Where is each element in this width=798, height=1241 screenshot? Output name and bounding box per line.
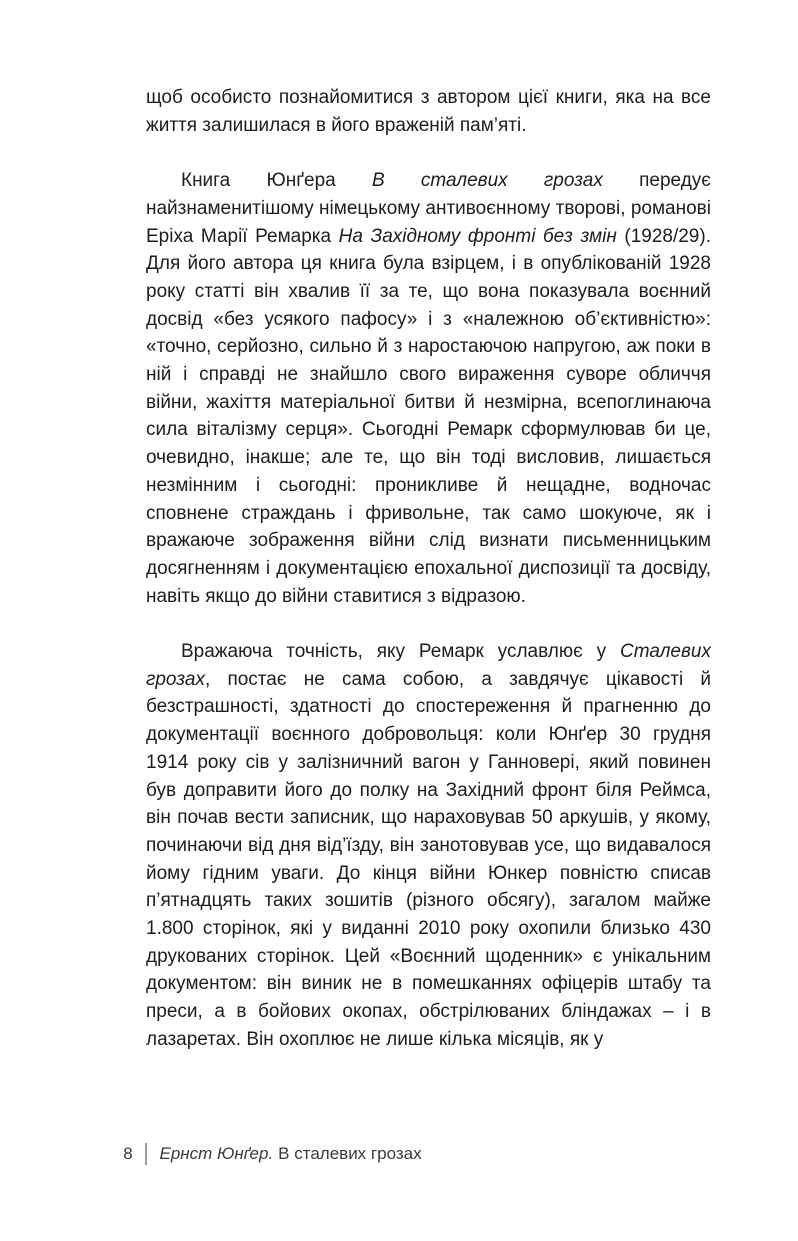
footer-divider bbox=[145, 1143, 147, 1165]
paragraph-text: Вражаюча точність, яку Ремарк уславлює у bbox=[181, 641, 621, 663]
paragraph-text: Книга Юнґера bbox=[181, 170, 372, 192]
book-title-italic: На Західному фронті без змін bbox=[338, 225, 617, 247]
footer-author: Ернст Юнґер. bbox=[159, 1144, 274, 1163]
paragraph-text: передує найзнаменитішому німецькому антивоєнному творові, романові Еріха Марії Ремарка bbox=[146, 170, 711, 247]
book-title-italic: Сталевих грозах bbox=[146, 641, 711, 690]
paragraph-continuation bbox=[146, 84, 711, 139]
paragraph-text: щоб особисто познайомитися з автором цієї книги, яка на все життя залишилася в його враженій пам’яті. bbox=[146, 87, 711, 136]
page-number: 8 bbox=[123, 1144, 133, 1163]
page-footer bbox=[121, 1141, 422, 1167]
paragraph bbox=[146, 638, 711, 1054]
page-body-text bbox=[146, 84, 711, 1054]
paragraph-text: , постає не сама собою, а завдячує цікавості й безстрашності, здатності до спостереження й прагненню до документації воєнного добровольця: коли Юнґер 30 грудня 1914 року сів у залізничний вагон у Ганновері, який повинен був доправити його до полку на Західний фронт біля Реймса, він почав вести записник, що нараховував 50 аркушів, у якому, починаючи від дня від’їзду, він занотовував усе, що видавалося йому гідним уваги. До кінця війни Юнкер повністю списав п’ятнадцять таких зошитів (різного обсягу), загалом майже 1.800 сторінок, які у виданні 2010 року охопили близько 430 друкованих сторінок. Цей «Воєнний щоденник» є унікальним документом: він виник не в помешканнях офіцерів штабу та преси, а в бойових окопах, обстрілюваних бліндажах – і в лазаретах. Він охоплює не лише кілька місяців, як у bbox=[146, 668, 711, 1050]
footer-book-title: В сталевих грозах bbox=[278, 1144, 422, 1163]
running-footer bbox=[160, 1144, 422, 1164]
book-title-italic: В сталевих грозах bbox=[371, 170, 603, 192]
paragraph bbox=[146, 167, 711, 610]
paragraph-text: (1928/29). Для його автора ця книга була взірцем, і в опублікованій 1928 року статті він хвалив її за те, що вона показувала воєнний досвід «без усякого пафосу» і з «належною об’єктивністю»: «точно, серйозно, сильно й з наростаючою напругою, аж поки в ній і справді не знайшло свого вираження суворе обличчя війни, жахіття матеріальної битви й незмірна, всепоглинаюча сила віталізму серця». Сьогодні Ремарк сформулював би це, очевидно, інакше; але те, що він тоді висловив, лишається незмінним і сьогодні: проникливе й нещадне, водночас сповнене страждань і фривольне, так само шокуюче, як і вражаюче зображення війни слід визнати письменницьким досягненням і документацією епохальної диспозиції та досвіду, навіть якщо до війни ставитися з відразою. bbox=[146, 225, 711, 607]
